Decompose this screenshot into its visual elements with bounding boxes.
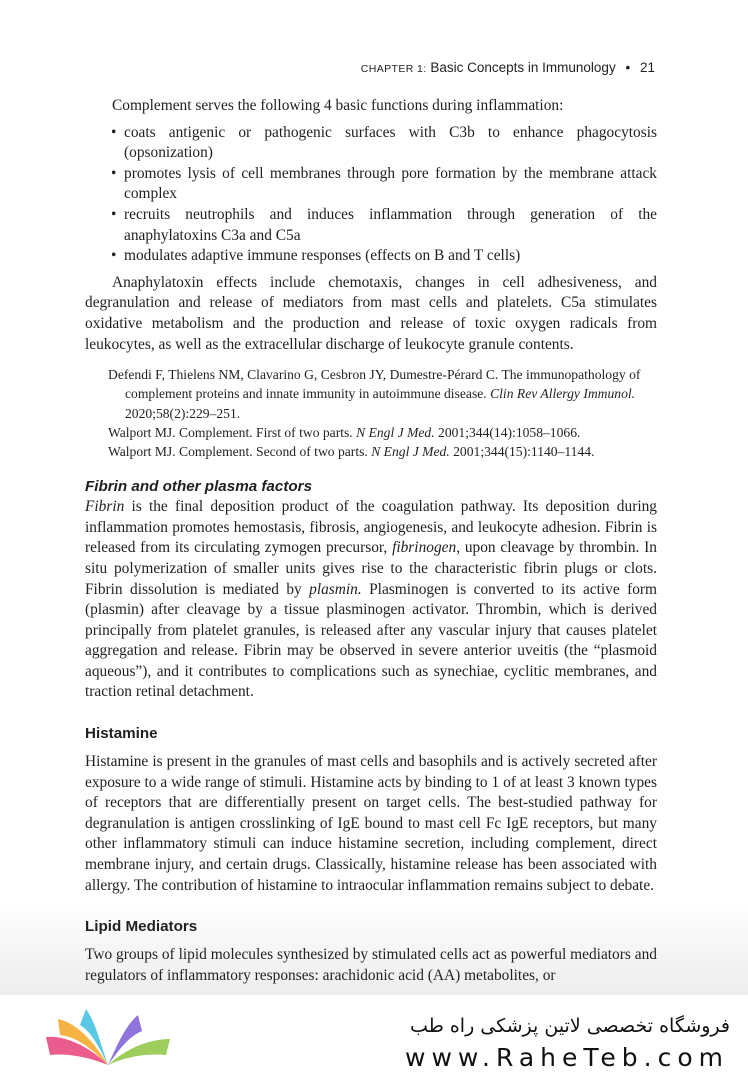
reference-list bbox=[85, 365, 657, 461]
page-body bbox=[85, 96, 657, 986]
bullet-mark: • bbox=[111, 123, 117, 141]
bullet-mark: • bbox=[111, 164, 117, 182]
chapter-title: Basic Concepts in Immunology bbox=[430, 60, 616, 75]
fibrin-paragraph: Fibrin is the final deposition product of the coagulation pathway. Its deposition during inflammation promotes hemostasis, fibrosis, angiogenesis, and leukocyte adhesion. Fibrin is released from its circulating zymogen precursor, fibrinogen, upon cleavage by thrombin. In situ polymerization of smaller units gives rise to the characteristic fibrin plugs or clots. Fibrin dissolution is mediated by plasmin. Plasminogen is converted to its active form (plasmin) after cleavage by a tissue plasminogen activator. Thrombin, which is derived principally from platelet granules, is released after any vascular injury that causes platelet aggregation and release. Fibrin may be observed in severe anterior uveitis (the “plasmoid aqueous”), and it contributes to complications such as synechiae, cyclitic membranes, and traction retinal detachment. bbox=[85, 498, 657, 701]
complement-intro: Complement serves the following 4 basic functions during inflammation: bbox=[112, 97, 564, 114]
page-number: 21 bbox=[639, 60, 655, 75]
bullet-mark: • bbox=[111, 205, 117, 223]
list-item: • coats antigenic or pathogenic surfaces with C3b to enhance phagocytosis (opsonization) bbox=[111, 123, 657, 162]
store-name: فروشگاه تخصصی لاتین پزشکی راه طب bbox=[410, 1015, 730, 1037]
section-heading-lipid-mediators: Lipid Mediators bbox=[85, 918, 198, 936]
list-item: • recruits neutrophils and induces inflammation through generation of the anaphylatoxins C3a and C5a bbox=[111, 205, 657, 244]
reference-item: Defendi F, Thielens NM, Clavarino G, Cesbron JY, Dumestre-Pérard C. The immunopathology of complement proteins and innate immunity in autoimmune disease. Clin Rev Allergy Immunol. 2020;58(2):229–251. bbox=[108, 367, 641, 421]
list-item: • modulates adaptive immune responses (effects on B and T cells) bbox=[85, 246, 657, 267]
reference-item: Walport MJ. Complement. Second of two parts. N Engl J Med. 2001;344(15):1140–1144. bbox=[108, 443, 595, 459]
reference-item: Walport MJ. Complement. First of two parts. N Engl J Med. 2001;344(14):1058–1066. bbox=[108, 424, 581, 440]
chapter-label: CHAPTER 1: bbox=[360, 63, 427, 75]
book-logo-icon bbox=[38, 1005, 178, 1071]
section-heading-histamine: Histamine bbox=[85, 725, 158, 743]
complement-function-list bbox=[85, 123, 657, 267]
running-header bbox=[361, 60, 655, 75]
header-separator: • bbox=[625, 60, 631, 75]
website-url: www.RaheTeb.com bbox=[405, 1043, 729, 1072]
list-item: • promotes lysis of cell membranes through pore formation by the membrane attack complex bbox=[111, 164, 657, 203]
watermark-footer bbox=[0, 995, 748, 1080]
bullet-mark: • bbox=[111, 247, 117, 265]
lipid-paragraph: Two groups of lipid molecules synthesized by stimulated cells act as powerful mediators and regulators of inflammatory responses: arachidonic acid (AA) metabolites, or bbox=[85, 946, 657, 984]
anaphylatoxin-paragraph: Anaphylatoxin effects include chemotaxis, changes in cell adhesiveness, and degranulation and release of mediators from mast cells and platelets. C5a stimulates oxidative metabolism and the production and release of toxic oxygen radicals from leukocytes, as well as the extracellular discharge of leukocyte granule contents. bbox=[85, 273, 657, 353]
histamine-paragraph: Histamine is present in the granules of mast cells and basophils and is actively secreted after exposure to a wide range of stimuli. Histamine acts by binding to 1 of at least 3 known types of receptors that are differentially present on target cells. The best-studied pathway for degranulation is antigen crosslinking of IgE bound to mast cell Fc IgE receptors, but many other inflammatory stimuli can induce histamine secretion, including complement, direct membrane injury, and certain drugs. Classically, histamine release has been associated with allergy. The contribution of histamine to intraocular inflammation remains subject to debate. bbox=[85, 753, 657, 894]
section-heading-fibrin: Fibrin and other plasma factors bbox=[85, 478, 313, 496]
